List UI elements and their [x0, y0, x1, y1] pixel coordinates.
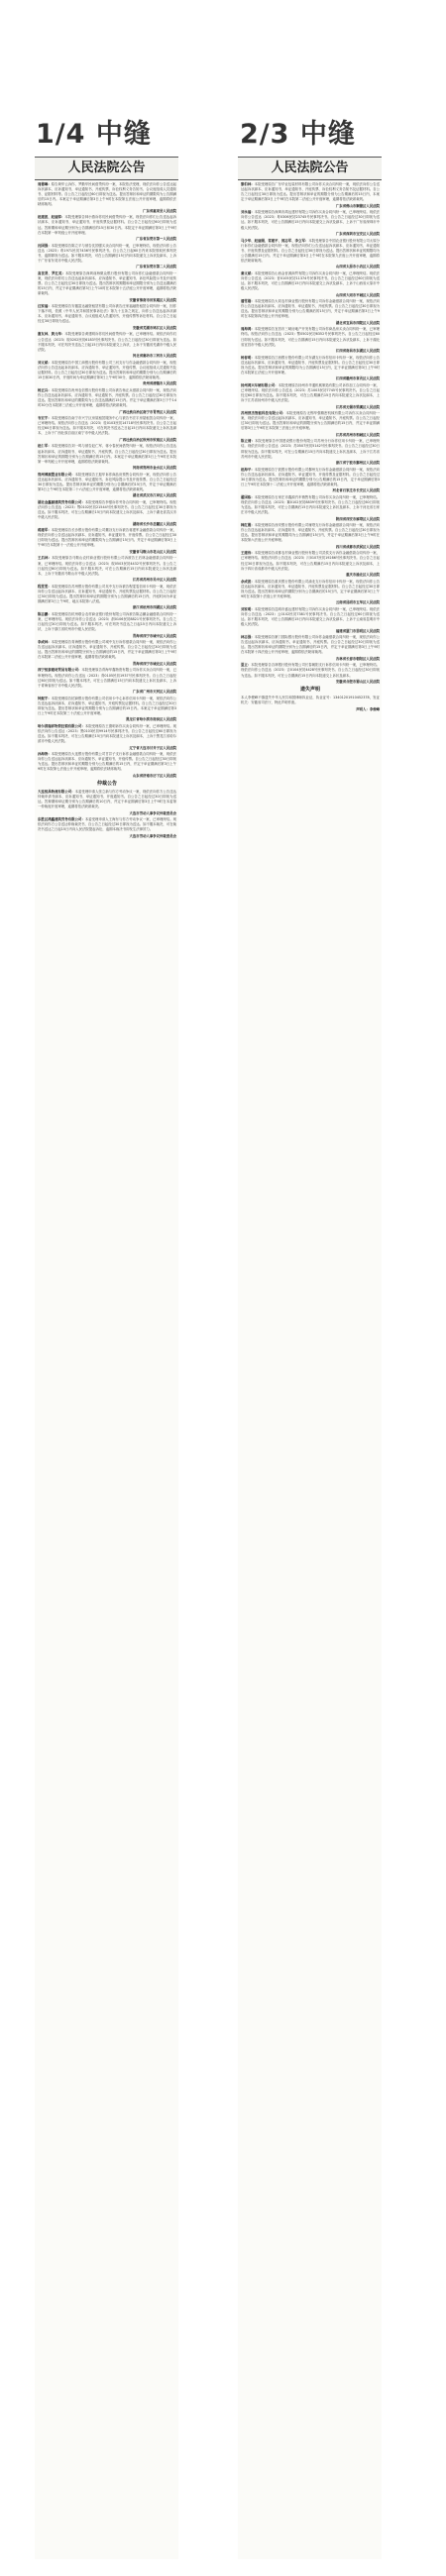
- notice-paragraph: [38, 182, 176, 207]
- page-label-left: 1/4 中缝: [36, 119, 152, 150]
- notice-paragraph: [38, 697, 176, 716]
- notice-text: 本院受理原告山西金晋源商贸有限公司诉你买卖合同纠纷一案，已审理终结。现依法向你公告送达（2023）晋0105民初11374号民事判决书。自公告之日起经过60日即视为送达。如不服本判决，可在公告期满后15日内向本院递交上诉状及副本，上诉于山西省太原市中级人民法院。: [241, 270, 381, 291]
- notice-party-name: 韩红霞：: [241, 523, 255, 528]
- notice-text: 本院受理原告长沙银行股份有限公司麓谷支行诉被告蒋建军金融借款合同纠纷一案，现依法向你公告送达起诉状副本、应诉通知书、举证通知书、开庭传票。自公告之日起经过30日即视为送达。提出答辩状和举证的期限均为公告期满后15日内。并定于举证期满后第3日上午9时在本院第十一法庭公开开庭审理。: [38, 528, 177, 548]
- notice-text: 本院受理原告杭州联合农村商业银行股份有限公司诉被告陈志鹏金融借款合同纠纷一案，已审理终结。现依法向你公告送达（2023）浙0106民初8821号民事判决书。自公告之日起经过30日即视为送达。如不服本判决，可在判决书送达之日起15日内向本院递交上诉状，上诉于浙江省杭州市中级人民法院。: [38, 611, 177, 632]
- notice-paragraph: [38, 556, 176, 576]
- issuing-court: 广东省佛山市顺德区人民法院: [335, 203, 380, 208]
- issuing-court: 福建省厦门市思明区人民法院: [335, 628, 380, 633]
- notice-paragraph: [38, 752, 176, 772]
- notice-party-name: 夏立：: [241, 663, 252, 668]
- issuing-court: 大连市劳动人事争议仲裁委员会: [129, 810, 176, 815]
- notice-paragraph: [38, 271, 176, 296]
- issuing-court: 河北省石家庄市长安区人民法院: [332, 488, 380, 493]
- notice-paragraph: [241, 635, 380, 655]
- notice-text: 本院受理原告南宁市兴宁区房屋租赁服务中心与被告韦宏宇房屋租赁合同纠纷一案，已审理终结。现依法向你公告送达（2023）桂0103民初14718号民事判决书。自公告之日起经过60日即视为送达。如不服本判决，可在判决书送达之日起15日内向本院递交上诉状及副本，上诉于广西壮族自治区南宁市中级人民法院。: [38, 416, 177, 436]
- issuing-court: 湖北省宜昌市西陵区人民法院: [335, 320, 380, 325]
- issuing-court: 湖南省长沙市岳麓区人民法院: [132, 521, 176, 526]
- notice-text: 原告黄华云诉你、罗勤华民间借贷纠纷一案，本院依法受理，现依法向你公告送达起诉状副本、应诉通知书、举证通知书、开庭传票、诉讼权利义务告知书、合议庭组成人员通知书、证据材料等。自公告之日起经过60日即视为送达。提出答辩状和举证的期限均为公告期满后的15日内。本案定于举证期满后第3日上午9时在本院第五法庭公开开庭审理，逾期将依法缺席裁判。: [38, 182, 177, 207]
- notice-text: 本院受理原告石家庄市鑫源汽车销售有限公司诉你买卖合同纠纷一案，已审理终结。现依法向你公告送达（2023）冀0102民初8839号民事判决书。自公告之日起经过60日即视为送达。如不服本判决，可在公告期满后15日内向本院递交上诉状及副本，上诉于河北省石家庄市中级人民法院。: [241, 494, 381, 515]
- notice-party-name: 赵建波、赵丽萍：: [38, 215, 65, 220]
- notice-party-name: 孙海涛：: [38, 752, 52, 757]
- notice-paragraph: [38, 585, 176, 604]
- notice-paragraph: [38, 361, 176, 380]
- section-subheading: 遗失声明: [299, 687, 320, 694]
- issuing-court: 江苏省苏州市吴中区人民法院: [132, 578, 176, 583]
- notice-party-name: 东胜区鸿鑫建筑劳务有限公司：: [38, 817, 85, 822]
- notice-paragraph: [38, 388, 176, 408]
- issuing-court: 吉林省长春市朝阳区人民法院: [335, 656, 380, 661]
- notice-text: 本院受理原告宁波银行股份有限公司鄞州支行诉你金融借款合同纠纷一案，现依法向你公告送达起诉状副本、应诉通知书、举证通知书、开庭传票及证据材料。自公告之日起经过30日即视为送达。提出答辩状和举证的期限分别为公告期满后的15日内，定于举证期满后第3日上午9时在本院第十二法庭公开开庭审理，逾期将依法缺席裁判。: [241, 467, 381, 486]
- notice-party-name: 刘家明：: [241, 606, 255, 611]
- notice-paragraph: [241, 551, 380, 571]
- notice-text: 本院受理原告刘一鸣与被告赵仁军、蒋小春民间借贷纠纷一案，现依法向你公告送达起诉状副本、应诉通知书、举证通知书、开庭传票。自公告之日起经过30日即视为送达。提出答辩状和举证的期限分别为公告期满后的15日内。本案定于举证期满后第3日上午9时在本院第一审判庭公开开庭审理，逾期将依法缺席裁判。: [38, 444, 177, 464]
- notice-party-name: 王后林：: [38, 556, 53, 561]
- notice-text: 本院受理原告西安银行股份有限公司雁塔支行诉你金融借款合同纠纷一案，现依法向你公告送达起诉状副本、应诉通知书、举证通知书、开庭传票。自公告之日起经过30日即视为送达。提出答辩状和举证的期限均为公告期满后15日内，并定于举证期满后第3日上午9时在本院第六法庭公开开庭审理。: [241, 523, 381, 543]
- notice-party-name: 潘雪刚：: [241, 299, 255, 304]
- notice-party-name: 余成波：: [241, 579, 255, 584]
- issuing-court: 山西省太原市小店区人民法院: [335, 265, 380, 269]
- issuing-court: 山西省大同市平城区人民法院: [335, 292, 380, 297]
- notice-paragraph: [38, 500, 176, 520]
- notice-paragraph: [241, 468, 380, 487]
- notice-text: 本院受理原告王振华诉你商品房预售合同纠纷一案，现依法向你公告送达起诉状副本、应诉通知书、举证通知书、诉讼风险提示书及开庭传票。自公告之日起经过30日即视为送达。提出答辩状和举证的期限分别为公告期满后的15日内，并定于举证期满后第3日上午9时在本院第二十六法庭公开开庭审理，逾期将依法缺席裁判。: [38, 472, 177, 491]
- notice-party-name: 西宁恒泰建材贸易有限公司：: [38, 668, 82, 673]
- notice-text: 本院受理原告无锡华强精密机械有限公司诉你买卖合同纠纷一案，现依法向你公告送达起诉状副本、应诉通知书、举证通知书、开庭传票。自公告之日起经过30日即视为送达。提出答辩状和举证的期限分别为公告期满后的15日内，并定于举证期满后第3日上午9时在本院第三法庭公开开庭审理。: [241, 411, 381, 431]
- notice-text: 本院受理原告王德明诉你买卖合同纠纷一案，已审理终结。现依法向你公告送达（2023）黑0103民初9914号民事判决书。自公告之日起经过60日即视为送达。如不服本判决，可在公告期满后15日内向本院递交上诉状及副本，上诉于黑龙江省哈尔滨市中级人民法院。: [38, 723, 176, 744]
- notice-text: 本院受理原告林小燕诉你们民间借贷纠纷一案，现依法向你们公告送达起诉状副本、应诉通知书、举证通知书、开庭传票及证据材料。自公告之日起经过60日即视为送达。答辩期和举证期分别为公告期满后的15日和30日内。本院定于举证期满后第3日上午9时在本院第一审判庭公开开庭审理。: [38, 215, 177, 235]
- notice-text: 本院受理原告扬州市华通机械制造有限公司诉你加工合同纠纷一案，已审理终结。现依法向你公告送达（2023）苏1003民初7745号民事判决书。自公告之日起经过60日即视为送达。如不服本判决，可在公告期满后15日内向本院递交上诉状及副本，上诉于江苏省扬州市中级人民法院。: [241, 382, 381, 403]
- issuing-court: 四川省成都市武侯区人民法院: [335, 544, 380, 549]
- issuing-court: 广东省惠来县人民法院: [143, 208, 176, 213]
- notice-paragraph: [241, 356, 380, 376]
- notice-party-name: 苏州律杰智能科技有限公司：: [241, 411, 286, 416]
- notice-text: 本院受理原告青海华鑫物资有限公司诉你买卖合同纠纷一案，已审理终结。现依法向你公告送达（2023）青0105民初1937号民事判决书。自公告之日起经过60日即视为送达。如不服本判决，可在公告期满后15日内向本院递交上诉状及副本，上诉于青海省西宁市中级人民法院。: [38, 668, 177, 688]
- notice-party-name: 黎伯林：: [241, 182, 255, 186]
- notice-party-name: 赵仁军：: [38, 444, 52, 449]
- notice-party-name: 秦文斌：: [241, 270, 255, 275]
- notice-text: 本院受理原告成都农村商业银行股份有限公司武侯支行诉你金融借款合同纠纷一案，已审理终结。现依法向你公告送达（2023）川0107民初19286号民事判决书。自公告之日起经过30日即视为送达。如不服本判决，可在公告期满后15日内向本院递交上诉状及副本，上诉于四川省成都市中级人民法院。: [241, 551, 381, 571]
- notice-paragraph: [38, 473, 176, 492]
- notice-party-name: 林志强：: [241, 635, 255, 640]
- notice-paragraph: [38, 790, 176, 809]
- notice-party-name: 韦宏宇：: [38, 416, 52, 421]
- issuing-court: 青海省西宁市城北区人民法院: [132, 661, 176, 666]
- notice-text: 本院受理原告深圳市鸿达建材有限公司诉你买卖合同纠纷一案，已审理终结。现依法向你公告送达（2023）粤0306民初23745号民事判决书。自公告之日起经过30日即视为送达。如不服本判决，可在公告期满后15日内向本院递交上诉状及副本，上诉于广东省深圳市中级人民法院。: [241, 210, 381, 230]
- issuing-court: 云南省昆明市五华区人民法院: [335, 600, 380, 605]
- notice-paragraph: [241, 182, 380, 202]
- notice-text: 本院受理原告安徽富达融资租赁有限公司诉被告汪家福融资租赁合同纠纷一案，因你下落不明，依照《中华人民共和国民事诉讼法》第九十五条之规定，向你公告送达起诉状副本、应诉通知书、举证通知书、合议庭组成人员通知书、开庭传票等诉讼材料。自公告之日起经过30日即视为送达。: [38, 304, 177, 324]
- issuing-court: 安徽省合肥市蜀山区人民法院: [335, 680, 380, 685]
- notice-text: 本人李俊峰不慎遗失中华人民共和国律师执业证，执业证号：13401201910452378，发证机关：安徽省司法厅，特此声明作废。: [241, 696, 380, 705]
- notice-paragraph: [241, 439, 380, 459]
- notice-text: 本院受理原告大同农村商业银行股份有限公司诉你金融借款合同纠纷一案，现依法向你公告送达起诉状副本、应诉通知书、举证通知书、开庭传票。自公告之日起经过30日即视为送达。提出答辩状和举证的期限分别为公告期满后的15日内，并定于举证期满后第3日上午9时在本院第四法庭公开开庭审理。: [241, 299, 381, 319]
- notice-paragraph: [38, 215, 176, 235]
- issuing-court: 江西省赣州市章贡区人民法院: [335, 376, 380, 381]
- notice-paragraph: [241, 239, 380, 264]
- notice-text: 本院受理原告中国工商银行股份有限公司三河支行与你金融借款合同纠纷一案，现依法向你公告送达起诉状副本、应诉通知书、举证通知书、开庭传票、合议庭组成人员通知书及证据材料。自公告之日起经过30日即视为送达。提出答辩状和举证的期限分别为公告期满后的15日和30日内，开庭时间为举证期满后第3日上午9时30分，逾期将依法缺席裁判。: [38, 360, 177, 379]
- notice-text: 本院受理原告大连银行股份有限公司甘井子支行诉你金融借款合同纠纷一案，现依法向你公告送达起诉状副本、应诉通知书、举证通知书、开庭传票。自公告之日起经过30日即视为送达。提出答辩状和举证的期限分别为公告期满后的15日内，并定于举证期满后第3日上午9时在本院第七法庭公开开庭审理，逾期将依法缺席裁判。: [38, 752, 177, 772]
- notice-party-name: 蒋建军：: [38, 528, 52, 533]
- notice-party-name: 大连恒昌物流有限公司：: [38, 790, 75, 795]
- issuing-court: 广西壮族自治区钦州市钦南区人民法院: [119, 437, 176, 442]
- column-heading: 人民法院公告: [238, 157, 382, 180]
- issuing-court: 江西省南昌市东湖区人民法院: [335, 349, 380, 354]
- notice-text: 本院受理原告青海银行股份有限公司城中支行诉你借款合同纠纷一案，现依法向你公告送达起诉状副本、应诉通知书、举证通知书、开庭传票。自公告之日起经过30日即视为送达。提出答辩状和举证的期限分别为公告期满后的15日内，并定于举证期满后第3日上午9时在本院第二法庭公开开庭审理，逾期将依法缺席裁判。: [38, 640, 177, 660]
- notice-party-name: 马少华、赵丽娟、常建平、郭志军、李立军：: [241, 238, 309, 243]
- issuing-court: 青海省西宁市城中区人民法院: [132, 633, 176, 638]
- notice-party-name: 陈立清：: [241, 439, 256, 444]
- issuing-court: 广东省广州市天河区人民法院: [132, 690, 176, 695]
- notice-party-name: 谢友林、黄元华：: [38, 332, 65, 337]
- notice-party-name: 翟国栋：: [241, 494, 255, 499]
- issuing-court: 重庆市渝北区人民法院: [346, 573, 380, 578]
- notice-paragraph: [38, 640, 176, 660]
- notice-column-right: [238, 157, 382, 2559]
- notice-paragraph: [241, 696, 380, 705]
- notice-party-name: 沈国强：: [38, 243, 52, 248]
- notice-party-name: 郑州博源置业有限公司：: [38, 472, 75, 477]
- notice-party-name: 哈尔滨瑞祥物资经销有限公司：: [38, 723, 85, 728]
- issuing-court: 河北省廊坊市三河市人民法院: [132, 354, 176, 359]
- notice-party-name: 钟振宇：: [38, 696, 52, 700]
- notice-text: 本委受理申请人王海东与你方劳动争议一案，已审理终结。现依法向你方公告送达仲裁裁决书，自公告之日起经过30日即视为送达。如不服本裁决，可在裁决书送达之日起15日内向人民法院提起诉讼，逾期本裁决书即发生法律效力。: [38, 817, 176, 832]
- issuing-court: 河南省郑州市金水区人民法院: [132, 466, 176, 471]
- issuing-court: 山东省济南市历下区人民法院: [132, 773, 176, 778]
- notice-text: 本院受理原告中国农业银行股份有限公司太原分行诉你们金融借款合同纠纷一案，现依法向你们公告送达起诉状副本、应诉通知书、举证通知书、开庭传票及证据材料。自公告之日起经过30日即视为送达。提出答辩状和举证的期限均为公告期满后15日内。并定于举证期满后第3日上午9时在本院第九法庭公开开庭审理，逾期将依法缺席裁判。: [241, 238, 381, 263]
- notice-paragraph: [38, 444, 176, 464]
- notice-party-name: 汪家福：: [38, 304, 52, 309]
- column-heading: 人民法院公告: [35, 157, 178, 180]
- notice-column-left: [35, 157, 178, 2559]
- notice-party-name: 扬州鸿兴车辆有限公司：: [241, 382, 279, 387]
- issuing-court: 辽宁省大连市甘井子区人民法院: [129, 745, 176, 750]
- notice-text: 本院受理原告昆明市盛达建材有限公司诉你买卖合同纠纷一案，已审理终结。现依法向你公告送达（2023）云0102民初7381号民事判决书。自公告之日起经过60日即视为送达。如不服本判决，可在公告期满后15日内向本院递交上诉状及副本，上诉于云南省昆明市中级人民法院。: [241, 606, 381, 627]
- notice-text: 本院受理原告吉林银行股份有限公司长春朝阳支行诉你信用卡纠纷一案，已审理终结。现依法向你公告送达（2023）吉0104民初4428号民事判决书。自公告之日起经过30日即视为送达。如不服本判决，可在公告期满后15日内向本院递交上诉状及副本。: [241, 663, 381, 678]
- issuing-court: 安徽省马鞍山市花山区人民法院: [129, 549, 176, 554]
- notice-text: 本院受理原告贵州农信银行股份有限公司诉被告杨正兵借款合同纠纷一案，现依法向你公告送达起诉状副本、应诉通知书、举证通知书、开庭传票。自公告之日起经过30日即视为送达。提出答辩状和举证的期限均为公告送达期满后15日内。并定于举证期满后第3日下午14时30分在本院第三法庭公开开庭审理，逾期将依法缺席裁判。: [38, 387, 177, 408]
- notice-text: 本院受理原告广东华业包装材料有限公司诉你买卖合同纠纷一案，现依法向你公告送达起诉状副本、应诉通知书、举证通知书、开庭传票、诉讼权利义务告知书及证据材料。自公告之日起经过30日即视为送达。提出答辩状和举证的期限分别为公告期满后的15日内，本案定于举证期满后第3日上午9时在本院第二法庭公开开庭审理，逾期将依法缺席裁判。: [241, 182, 381, 202]
- notice-party-name: 赵海平：: [241, 467, 255, 472]
- notice-party-name: 王建伟：: [241, 551, 255, 556]
- issuing-court: 贵州省清镇市人民法院: [143, 381, 176, 386]
- notice-party-name: 刘文斌：: [38, 360, 52, 365]
- notice-text: 本院受理原告陈立平与被告沈国强买卖合同纠纷一案，已审理终结，现依法向你公告送达（2023）粤1971民初7436号民事判决书。自公告之日起60日内来本院领取民事判决书，逾期即视为送达。如不服本判决，可在公告期满后15日内向本院递交上诉状及副本，上诉于广东省东莞市中级人民法院。: [38, 243, 177, 263]
- notice-paragraph: [241, 271, 380, 291]
- notice-paragraph: [38, 332, 176, 352]
- issuing-court: 广东省东莞市第一人民法院: [136, 237, 176, 242]
- issuing-court: 安徽省芜湖市鸠江区人民法院: [132, 325, 176, 330]
- notice-paragraph: [38, 528, 176, 548]
- notice-party-name: 湖北金鑫源建筑劳务有限公司：: [38, 499, 85, 504]
- notice-paragraph: [38, 668, 176, 688]
- issuing-court: 安徽省淮南市田家庵区人民法院: [129, 297, 176, 302]
- notice-party-name: 杨春明：: [241, 355, 255, 360]
- issuing-court: 陕西省西安市雁塔区人民法院: [335, 516, 380, 521]
- notice-paragraph: [241, 383, 380, 403]
- notice-paragraph: [38, 244, 176, 264]
- issuing-court: 广西壮族自治区南宁市青秀区人民法院: [119, 409, 176, 414]
- notice-party-name: 周海鸿：: [241, 327, 255, 332]
- notice-paragraph: [241, 327, 380, 347]
- notice-party-name: 周德琳：: [38, 182, 52, 186]
- issuing-court: 浙江省宁波市鄞州区人民法院: [335, 461, 380, 466]
- section-subheading: 仲裁公告: [96, 781, 117, 788]
- notice-party-name: 刘永福：: [241, 210, 255, 215]
- column-body: [238, 180, 382, 712]
- notice-paragraph: [38, 724, 176, 744]
- issuing-court: 黑龙江省哈尔滨市南岗区人民法院: [126, 717, 176, 722]
- notice-party-name: 陈志鹏：: [38, 611, 52, 616]
- notice-text: 本院受理原告厦门国际银行股份有限公司诉你金融借款合同纠纷一案，现依法向你公告送达起诉状副本、应诉通知书、举证通知书、开庭传票。自公告之日起经过30日即视为送达。提出答辩状和举证的期限分别为公告期满后的15日内，并定于举证期满后第3日上午9时在本院第十四法庭公开开庭审理，逾期将依法缺席裁判。: [241, 635, 381, 655]
- column-body: [35, 180, 178, 839]
- notice-paragraph: [38, 304, 176, 324]
- notice-party-name: 高世贤、罗红英：: [38, 270, 66, 275]
- notice-paragraph: [38, 817, 176, 832]
- notice-text: 本院受理原告黄建明诉你们民间借贷纠纷一案，已审理终结。现依法向你们公告送达（2023）皖0202民初6183号民事判决书。自公告之日起经过30日即视为送达。如不服本判决，可在判决书送达之日起15日内向本院递交上诉状，上诉于安徽省芜湖市中级人民法院。: [38, 332, 177, 352]
- issuing-court: 广东省深圳市宝安区人民法院: [335, 232, 380, 237]
- notice-text: 本院受理原告苏州银行股份有限公司吴中支行诉被告程雯雯信用卡纠纷一案，现依法向你公告送达起诉状副本、应诉通知书、举证通知书、开庭传票及证据材料。自公告之日起经过30日即视为送达。提出答辩状和举证的期限分别为公告期满后的15日内，开庭时间为举证期满后第3日上午9时，地点本院第八法庭。: [38, 584, 177, 603]
- notice-paragraph: [241, 495, 380, 515]
- page-label-right: 2/3 中缝: [240, 119, 356, 150]
- issuing-court: 大连市劳动人事争议仲裁委员会: [129, 833, 176, 838]
- notice-party-name: 程雯雯：: [38, 584, 52, 589]
- notice-paragraph: [241, 523, 380, 543]
- notice-party-name: 李成林：: [38, 640, 52, 645]
- issuing-court: 广东省东莞市第二人民法院: [136, 265, 176, 269]
- notice-text: 本院受理原告李强诉你劳务合同纠纷一案，已审理终结。现依法向你公告送达（2023）鄂0102民初21544号民事判决书。自公告之日起经过30日即视为送达。如不服本判决，可在公告期满后15日内向本院递交上诉状及副本，上诉于湖北省武汉市中级人民法院。: [38, 499, 176, 520]
- notice-paragraph: [38, 416, 176, 436]
- notice-paragraph: [241, 580, 380, 599]
- notice-text: 本院受理原告深圳前海微众银行股份有限公司诉你们金融借款合同纠纷一案，现依法向你们公告送达起诉状副本、应诉通知书、举证通知书、诉讼风险提示书及开庭传票。自公告之日起经过30日即视为送达。提出答辩状的期限和举证期限分别为公告送达期满后的15日内，并定于举证期满后第3日上午10时在本院第十五法庭公开开庭审理，逾期将依法缺席裁判。: [38, 270, 177, 296]
- notice-paragraph: [241, 299, 380, 319]
- notice-paragraph: [241, 210, 380, 230]
- notice-paragraph: [241, 663, 380, 678]
- notice-text: 本院受理原告马鞍山农村商业银行股份有限公司诉被告王后林金融借款合同纠纷一案，已审理终结。现依法向你公告送达（2023）皖0503民初4432号民事判决书。自公告之日起经过60日即视为送达。如不服本判决，可在公告期满后15日内向本院递交上诉状及副本，上诉于安徽省马鞍山市中级人民法院。: [38, 556, 177, 576]
- issuing-court: 浙江省杭州市西湖区人民法院: [132, 605, 176, 610]
- notice-text: 本院受理原告宜昌市三峡房地产开发有限公司诉你商品房买卖合同纠纷一案，已审理终结。现依法向你公告送达（2023）鄂0502民初6352号民事判决书。自公告之日起经过60日即视为送达。如不服本判决，可在公告期满后15日内向本院递交上诉状及副本，上诉于湖北省宜昌市中级人民法院。: [241, 327, 381, 347]
- issuing-court: 江苏省无锡市梁溪区人民法院: [335, 404, 380, 409]
- notice-text: 本院受理原告江西银行股份有限公司东湖支行诉你信用卡纠纷一案，现依法向你公告送达起诉状副本、应诉通知书、举证通知书、开庭传票及证据材料。自公告之日起经过30日即视为送达。提出答辩状和举证的期限均为公告期满后15日内，定于举证期满后第3日上午9时在本院第五法庭公开开庭审理。: [241, 355, 381, 375]
- issuing-court: 江苏省苏州市相城区人民法院: [335, 432, 380, 437]
- issuing-court: 湖北省武汉市江岸区人民法院: [132, 493, 176, 498]
- issuing-court: 声明人：李俊峰: [356, 706, 380, 711]
- notice-text: 本院受理原告中国建设银行股份有限公司苏州分行诉你信用卡纠纷一案，已审理终结。现依法向你公告送达（2023）苏0507民初5142号民事判决书。自公告之日起经过30日即视为送达。如不服本判决，可在公告期满后15日内向本院递交上诉状及副本，上诉于江苏省苏州市中级人民法院。: [241, 439, 381, 459]
- notice-text: 本院受理原告重庆银行股份有限公司渝北支行诉你信用卡纠纷一案，现依法向你公告送达起诉状副本、应诉通知书、举证通知书、开庭传票及证据材料。自公告之日起经过30日即视为送达。提出答辩状和举证的期限分别为公告期满后的15日内，定于举证期满后第3日上午9时在本院第十法庭公开开庭审理。: [241, 579, 381, 598]
- notice-paragraph: [241, 607, 380, 627]
- notice-party-name: 杨正兵：: [38, 387, 52, 392]
- notice-paragraph: [241, 411, 380, 431]
- notice-text: 本院受理原告招商银行股份有限公司信用卡中心诉你信用卡纠纷一案，现依法向你公告送达起诉状副本、应诉通知书、举证通知书、开庭传票及证据材料。自公告之日起经过30日即视为送达。提出答辩状和举证的期限分别为公告期满后的15日内。本案定于举证期满后第3日上午9时在本院第三十法庭公开开庭审理。: [38, 696, 177, 715]
- notice-paragraph: [38, 612, 176, 632]
- notice-text: 本委受理申请人张立新与你方劳动争议一案，现依法向你方公告送达仲裁申请书副本、应诉通知书、举证通知书、开庭通知书。自公告之日起经过30日即视为送达。答辩期和举证期分别为公告期满后的10日内，并定于举证期满后第3日上午9时在本委第一仲裁庭开庭审理，逾期将依法缺席裁决。: [38, 790, 177, 809]
